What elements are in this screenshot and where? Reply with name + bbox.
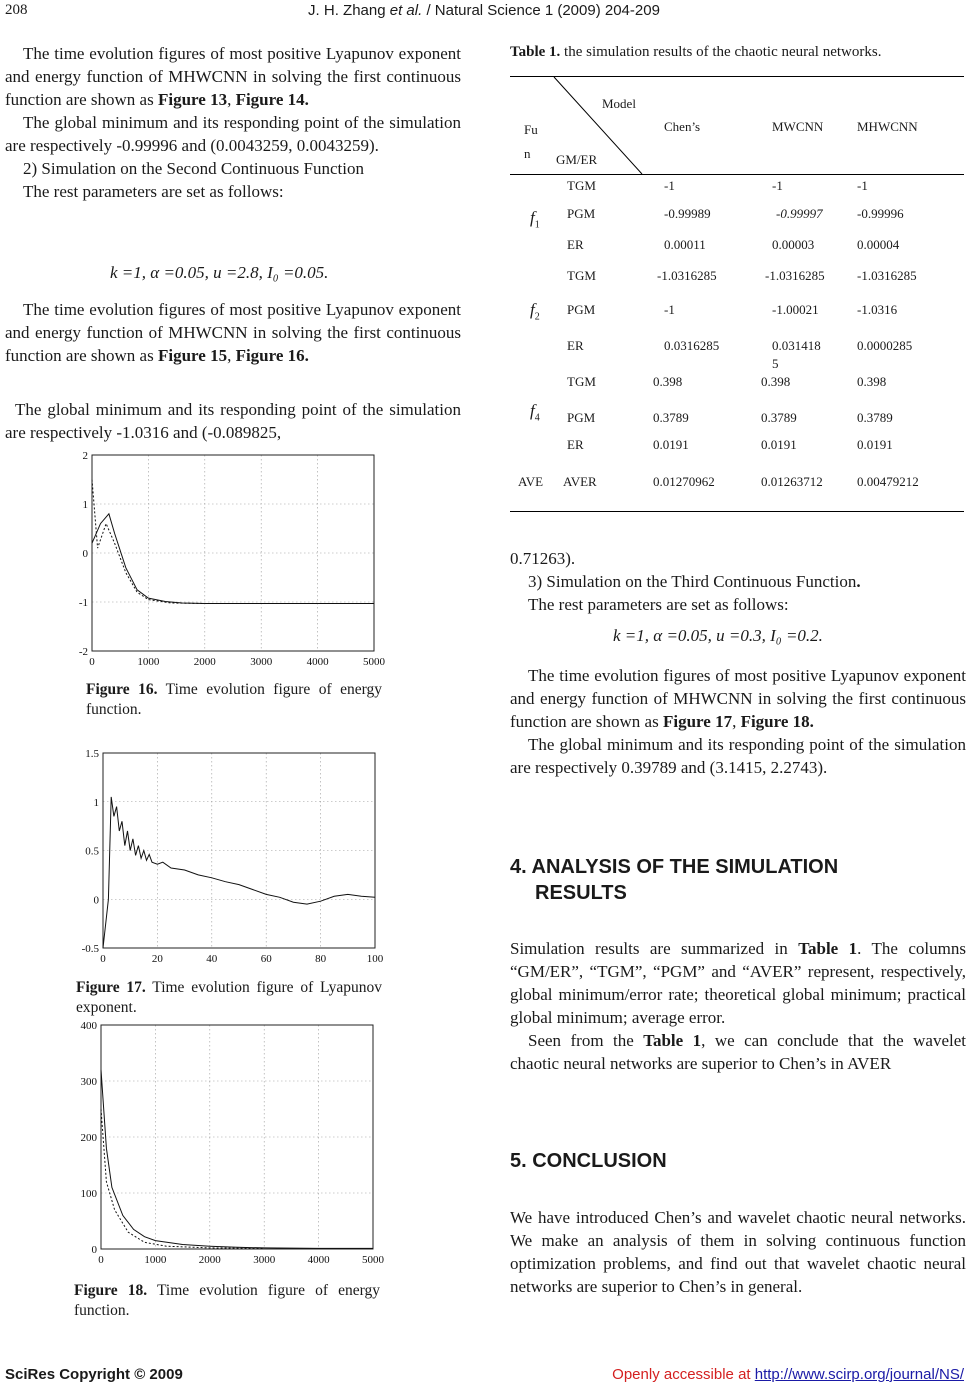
table-cell: AVE xyxy=(518,474,544,489)
y-tick-label: 2 xyxy=(82,450,88,462)
y-tick-label: -1 xyxy=(78,597,88,609)
table-header-mhwcnn: MHWCNN xyxy=(857,119,918,134)
table-cell: TGM xyxy=(567,268,596,283)
x-tick-label: 5000 xyxy=(362,1254,384,1266)
table-function-f2 xyxy=(530,300,540,322)
y-tick-label: 300 xyxy=(80,1076,97,1088)
table-cell: 0.3789 xyxy=(761,410,797,425)
series-line xyxy=(101,1109,264,1248)
running-title-authors: J. H. Zhang xyxy=(308,2,390,19)
paragraph-text: The time evolution figures of most positive Lyapunov exponent and energy function of MHWCNN in solving the first continuous function are shown as xyxy=(5,300,461,365)
x-tick-label: 20 xyxy=(151,953,163,965)
table-cell: 5 xyxy=(772,356,779,371)
y-tick-label: 0.5 xyxy=(85,845,99,858)
table-cell: 0.3789 xyxy=(653,410,689,425)
figure-ref: Figure 15 xyxy=(157,346,228,365)
table-cell: 0.01263712 xyxy=(761,474,823,489)
table-cell: -1.0316 xyxy=(857,302,898,317)
table-header-chen: Chen’s xyxy=(664,119,701,134)
section-heading-5: 5. CONCLUSION xyxy=(510,1150,667,1172)
table-cell: -1.00021 xyxy=(772,302,819,317)
table-cell: -1 xyxy=(664,178,675,193)
table-header-model: Model xyxy=(602,96,636,111)
figure-17-plot xyxy=(70,745,390,970)
table-cell: -1.0316285 xyxy=(857,268,917,283)
table-cell: PGM xyxy=(567,302,596,317)
table-cell: 0.398 xyxy=(857,374,887,389)
paragraph-text: The rest parameters are set as follows: xyxy=(23,182,284,201)
table-cell: PGM xyxy=(567,206,596,221)
paragraph-text: The rest parameters are set as follows: xyxy=(528,595,789,614)
table-cell: 0.398 xyxy=(761,374,791,389)
y-tick-label: 100 xyxy=(80,1188,97,1200)
x-tick-label: 3000 xyxy=(253,1254,276,1266)
paragraph-text: . The columns “GM/ER”, “TGM”, “PGM” and “AVER” represent, respectively, global minimum/error rate; theoretical global minimum; practical global minimum; average error. xyxy=(510,939,966,1027)
right-paragraph-1 xyxy=(510,547,966,616)
table-cell: 0.3789 xyxy=(857,410,893,425)
table-cell: -0.99996 xyxy=(857,206,904,221)
function-subscript: 2 xyxy=(534,311,540,323)
table-cell: -1.0316285 xyxy=(765,268,825,283)
y-tick-label: 1.5 xyxy=(85,748,99,760)
x-tick-label: 0 xyxy=(89,656,95,668)
x-tick-label: 3000 xyxy=(250,656,273,668)
separator: , xyxy=(227,90,236,109)
figure-ref: Figure 17 xyxy=(662,712,733,731)
y-tick-label: -0.5 xyxy=(81,943,99,955)
function-symbol: f xyxy=(530,401,535,420)
table-cell: PGM xyxy=(567,410,596,425)
table-ref: Table 1 xyxy=(643,1031,702,1050)
equation-2: k =1, α =0.05, u =0.3, I₀ =0.2. xyxy=(613,626,823,645)
table-bottom-rule xyxy=(510,511,964,512)
subsection-title: 3) Simulation on the Third Continuous Function xyxy=(528,572,857,591)
heading-line: RESULTS xyxy=(535,882,627,904)
function-subscript: 1 xyxy=(534,219,540,231)
heading-line: 4. ANALYSIS OF THE SIMULATION xyxy=(510,856,839,878)
y-tick-label: 0 xyxy=(91,1244,97,1256)
y-tick-label: 1 xyxy=(93,796,99,809)
chart-svg xyxy=(70,450,390,670)
right-paragraph-3 xyxy=(510,937,966,1075)
figure-ref: Figure 18. xyxy=(740,712,814,731)
paragraph-text: The time evolution figures of most positive Lyapunov exponent and energy function of MHWCNN in solving the first continuous function are shown as xyxy=(5,44,461,109)
function-subscript: 4 xyxy=(534,412,540,424)
table-cell: 0.0191 xyxy=(857,437,893,452)
table-header-fun: Fu xyxy=(524,122,538,137)
x-tick-label: 2000 xyxy=(193,656,216,668)
series-line xyxy=(103,797,375,948)
table-cell: ER xyxy=(567,237,584,252)
table-cell: -1.0316285 xyxy=(657,268,717,283)
x-tick-label: 4000 xyxy=(306,656,329,668)
table-cell: 0.0316285 xyxy=(664,338,720,353)
subsection-title: 2) Simulation on the Second Continuous Function xyxy=(23,159,364,178)
x-tick-label: 1000 xyxy=(144,1254,167,1266)
table-cell: 0.00003 xyxy=(772,237,815,252)
table-header-mwcnn: MWCNN xyxy=(772,119,824,134)
function-symbol: f xyxy=(530,208,535,227)
journal-link[interactable]: http://www.scirp.org/journal/NS/ xyxy=(754,1366,964,1383)
figure-ref: Figure 14. xyxy=(235,90,309,109)
caption-text: Time evolution figure of energy function. xyxy=(74,1282,380,1319)
table-cell: 0.0191 xyxy=(761,437,797,452)
open-access-text: Openly accessible at xyxy=(612,1366,755,1383)
table-cell: -0.99997 xyxy=(776,206,823,221)
running-title-journal: / Natural Science 1 (2009) 204-209 xyxy=(422,2,660,19)
x-tick-label: 0 xyxy=(100,953,106,965)
caption-text: Time evolution figure of energy function. xyxy=(86,681,383,718)
caption-text: Time evolution figure of Lyapunov exponent. xyxy=(76,979,382,1016)
figure-18-caption xyxy=(74,1281,380,1321)
table-caption-text: the simulation results of the chaotic neural networks. xyxy=(560,44,882,60)
x-tick-label: 0 xyxy=(98,1254,104,1266)
copyright: SciRes Copyright © 2009 xyxy=(5,1366,183,1383)
x-tick-label: 1000 xyxy=(137,656,160,668)
series-line xyxy=(101,1070,373,1249)
table-cell: 0.00011 xyxy=(664,237,706,252)
paragraph-text: 0.71263). xyxy=(510,549,576,568)
table-cell: 0.0000285 xyxy=(857,338,913,353)
table-function-f4 xyxy=(530,401,540,423)
figure-16-caption xyxy=(86,680,382,720)
x-tick-label: 5000 xyxy=(363,656,385,668)
function-symbol: f xyxy=(530,300,535,319)
right-paragraph-2 xyxy=(510,664,966,779)
figure-ref: Figure 13 xyxy=(157,90,228,109)
table-label: Table 1. xyxy=(510,44,561,60)
table-cell: 0.00004 xyxy=(857,237,900,252)
y-tick-label: 200 xyxy=(80,1132,97,1144)
table-cell: 0.0191 xyxy=(653,437,689,452)
paragraph-text: Simulation results are summarized in xyxy=(510,939,799,958)
running-title xyxy=(0,2,968,19)
table-cell: TGM xyxy=(567,178,596,193)
y-tick-label: 0 xyxy=(93,894,99,907)
table-cell: TGM xyxy=(567,374,596,389)
table-header-gmer: GM/ER xyxy=(556,152,598,167)
figure-18-plot xyxy=(70,1015,390,1270)
figure-label: Figure 17. xyxy=(76,979,146,996)
table-cell: ER xyxy=(567,338,584,353)
table-cell: -0.99989 xyxy=(664,206,711,221)
paragraph-text: The time evolution figures of most positive Lyapunov exponent and energy function of MHWCNN in solving the first continuous function are shown as xyxy=(510,666,966,731)
table-cell: -1 xyxy=(857,178,868,193)
figure-ref: Figure 16. xyxy=(235,346,309,365)
separator: , xyxy=(227,346,236,365)
figure-label: Figure 18. xyxy=(74,1282,148,1299)
x-tick-label: 4000 xyxy=(307,1254,330,1266)
paragraph-text: , we can conclude that the wavelet chaotic neural networks are superior to Chen’s in AVER xyxy=(510,1031,966,1073)
table-cell: 0.398 xyxy=(653,374,683,389)
table-cell: ER xyxy=(567,437,584,452)
chart-svg xyxy=(70,1015,390,1270)
left-paragraph-1 xyxy=(5,42,461,203)
y-tick-label: 1 xyxy=(82,499,88,511)
open-access-note xyxy=(612,1366,964,1383)
page-number: 208 xyxy=(5,2,28,18)
table-function-f1 xyxy=(530,208,540,230)
table-cell: 0.00479212 xyxy=(857,474,919,489)
figure-17-caption xyxy=(76,978,382,1018)
x-tick-label: 80 xyxy=(315,953,327,965)
x-tick-label: 40 xyxy=(206,953,218,965)
table-cell: -1 xyxy=(772,178,783,193)
x-tick-label: 60 xyxy=(260,953,272,965)
paragraph-text: Seen from the xyxy=(528,1031,644,1050)
paragraph-text: We have introduced Chen’s and wavelet chaotic neural networks. We make an analysis of them in solving continuous function optimization problems, and find out that wavelet chaotic neural networks are superior to Chen’s in general. xyxy=(510,1208,966,1296)
table-cell: 0.031418 xyxy=(772,338,821,353)
left-paragraph-3 xyxy=(5,398,461,444)
figure-label: Figure 16. xyxy=(86,681,158,698)
period: . xyxy=(856,572,861,591)
table-cell: 0.01270962 xyxy=(653,474,715,489)
y-tick-label: -2 xyxy=(78,646,88,658)
y-tick-label: 400 xyxy=(80,1020,97,1032)
equation-1: k =1, α =0.05, u =2.8, I₀ =0.05. xyxy=(110,263,329,282)
table-cell: -1 xyxy=(664,302,675,317)
right-paragraph-4 xyxy=(510,1206,966,1298)
running-title-etal: et al. xyxy=(389,2,423,19)
paragraph-text: The global minimum and its responding point of the simulation are respectively 0.39789 and (3.1415, 2.2743). xyxy=(510,735,966,777)
x-tick-label: 2000 xyxy=(198,1254,221,1266)
figure-16-plot xyxy=(70,450,390,670)
table-header-fun: n xyxy=(524,146,531,161)
paragraph-text: The global minimum and its responding point of the simulation are respectively -1.0316 and (-0.089825, xyxy=(5,400,461,442)
table-cell: AVER xyxy=(563,474,597,489)
table-ref: Table 1 xyxy=(798,939,858,958)
chart-svg xyxy=(70,745,390,970)
left-paragraph-2 xyxy=(5,298,461,367)
y-tick-label: 0 xyxy=(82,548,88,560)
x-tick-label: 100 xyxy=(366,953,384,965)
table-caption xyxy=(510,44,881,61)
series-line xyxy=(92,514,374,604)
section-heading-4 xyxy=(510,854,966,906)
paragraph-text: The global minimum and its responding point of the simulation are respectively -0.99996 and (0.0043259, 0.0043259). xyxy=(5,113,461,155)
separator: , xyxy=(732,712,741,731)
